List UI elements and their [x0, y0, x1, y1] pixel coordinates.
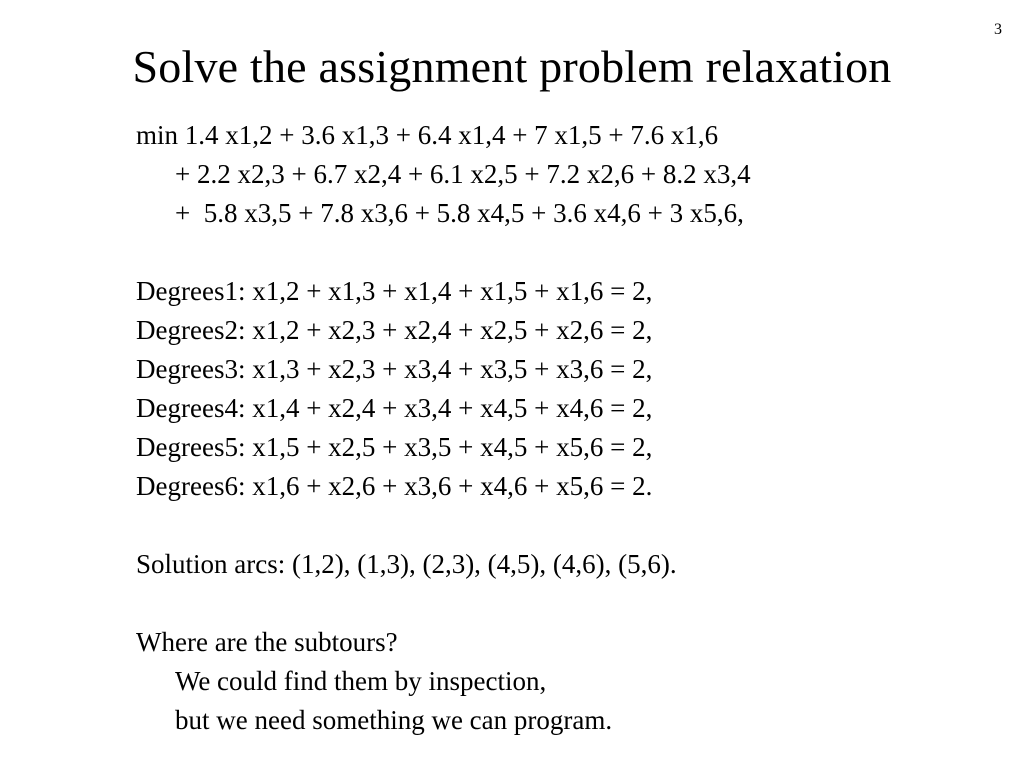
spacer — [136, 584, 996, 623]
spacer — [136, 233, 996, 272]
constraint-line: Degrees3: x1,3 + x2,3 + x3,4 + x3,5 + x3,6 = 2, — [136, 354, 653, 384]
constraint-line: Degrees1: x1,2 + x1,3 + x1,4 + x1,5 + x1,6 = 2, — [136, 276, 653, 306]
question-detail: We could find them by inspection, — [175, 666, 547, 696]
constraint-line: Degrees6: x1,6 + x2,6 + x3,6 + x4,6 + x5,6 = 2. — [136, 471, 653, 501]
constraint-line: Degrees2: x1,2 + x2,3 + x2,4 + x2,5 + x2,6 = 2, — [136, 315, 653, 345]
slide-number: 3 — [994, 21, 1002, 38]
question-text: Where are the subtours? — [136, 627, 398, 657]
constraint-line: Degrees5: x1,5 + x2,5 + x3,5 + x4,5 + x5,6 = 2, — [136, 432, 653, 462]
spacer — [136, 506, 996, 545]
objective-function — [136, 116, 996, 233]
objective-line: + 2.2 x2,3 + 6.7 x2,4 + 6.1 x2,5 + 7.2 x2,6 + 8.2 x3,4 — [175, 159, 751, 189]
slide-body — [136, 116, 996, 740]
degree-constraints — [136, 272, 996, 506]
objective-line: min 1.4 x1,2 + 3.6 x1,3 + 6.4 x1,4 + 7 x1,5 + 7.6 x1,6 — [136, 120, 719, 150]
slide-title: Solve the assignment problem relaxation — [132, 41, 892, 92]
solution-arcs: Solution arcs: (1,2), (1,3), (2,3), (4,5), (4,6), (5,6). — [136, 549, 677, 579]
question-detail: but we need something we can program. — [175, 705, 613, 735]
subtour-question — [136, 623, 996, 740]
objective-line: + 5.8 x3,5 + 7.8 x3,6 + 5.8 x4,5 + 3.6 x4,6 + 3 x5,6, — [175, 198, 744, 228]
constraint-line: Degrees4: x1,4 + x2,4 + x3,4 + x4,5 + x4,6 = 2, — [136, 393, 653, 423]
